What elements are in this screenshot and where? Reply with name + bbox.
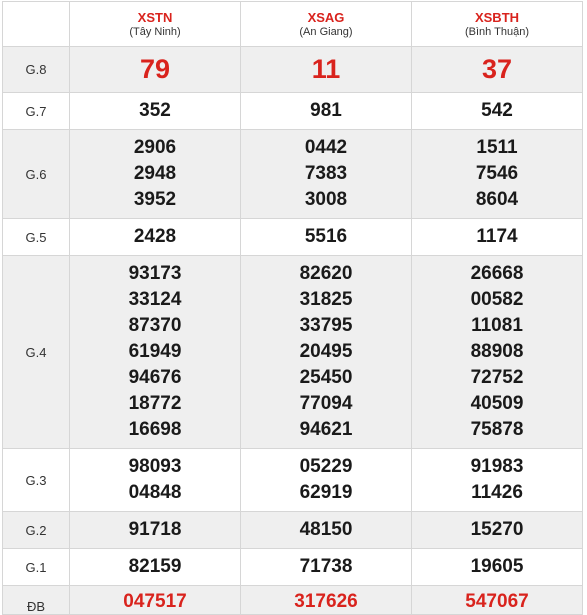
prize-label: G.6 bbox=[3, 130, 70, 219]
special-prize-value: 047517 bbox=[123, 591, 187, 612]
prize-value: 48150 bbox=[241, 512, 412, 549]
province-header-an-giang[interactable] bbox=[241, 2, 412, 47]
prize-row-g5 bbox=[3, 219, 583, 256]
prize-value: 2948 bbox=[133, 163, 177, 184]
prize-value: 25450 bbox=[299, 367, 353, 388]
prize-value: 2428 bbox=[70, 219, 241, 256]
province-name: (Bình Thuận) bbox=[464, 25, 529, 38]
prize-label: G.4 bbox=[3, 256, 70, 449]
prize-value: 04848 bbox=[128, 482, 182, 503]
prize-row-special bbox=[3, 586, 583, 615]
prize-value: 352 bbox=[70, 93, 241, 130]
prize-value: 2906 bbox=[133, 137, 177, 158]
prize-value: 88908 bbox=[470, 341, 524, 362]
lottery-results-table bbox=[2, 1, 583, 615]
prize-value: 00582 bbox=[470, 289, 524, 310]
prize-label: G.1 bbox=[3, 549, 70, 586]
header-corner-cell bbox=[3, 2, 70, 47]
special-prize-value-cell bbox=[70, 586, 241, 615]
prize-row-g4 bbox=[3, 256, 583, 449]
special-prize-value-cell bbox=[412, 586, 583, 615]
special-prize-value-cell bbox=[241, 586, 412, 615]
province-code[interactable]: XSBTH bbox=[474, 9, 520, 25]
prize-value: 18772 bbox=[128, 393, 182, 414]
prize-row-g6 bbox=[3, 130, 583, 219]
province-code[interactable]: XSAG bbox=[307, 9, 345, 25]
prize-value: 94621 bbox=[299, 419, 353, 440]
prize-value: 16698 bbox=[128, 419, 182, 440]
prize-values-cell bbox=[70, 449, 241, 512]
prize-value: 05229 bbox=[299, 456, 353, 477]
province-header-binh-thuan[interactable] bbox=[412, 2, 583, 47]
prize-label: G.2 bbox=[3, 512, 70, 549]
prize-values-cell bbox=[412, 256, 583, 449]
prize-value: 11426 bbox=[471, 482, 523, 503]
prize-row-g7 bbox=[3, 93, 583, 130]
prize-value: 3008 bbox=[304, 189, 348, 210]
prize-value: 33795 bbox=[299, 315, 353, 336]
prize-value: 82159 bbox=[70, 549, 241, 586]
prize-value: 8604 bbox=[475, 189, 519, 210]
prize-values-cell bbox=[412, 449, 583, 512]
prize-value: 1511 bbox=[476, 137, 518, 158]
prize-label: G.7 bbox=[3, 93, 70, 130]
prize-value: 11 bbox=[241, 47, 412, 93]
prize-row-g1 bbox=[3, 549, 583, 586]
lottery-results-page bbox=[0, 1, 587, 615]
prize-values-cell bbox=[241, 256, 412, 449]
prize-value: 72752 bbox=[470, 367, 524, 388]
prize-value: 79 bbox=[70, 47, 241, 93]
prize-value: 19605 bbox=[412, 549, 583, 586]
prize-value: 31825 bbox=[299, 289, 353, 310]
province-header-tay-ninh[interactable] bbox=[70, 2, 241, 47]
prize-value: 1174 bbox=[412, 219, 583, 256]
prize-value: 94676 bbox=[128, 367, 182, 388]
prize-value: 7383 bbox=[304, 163, 348, 184]
prize-value: 0442 bbox=[304, 137, 348, 158]
prize-value: 26668 bbox=[470, 263, 524, 284]
prize-value: 5516 bbox=[241, 219, 412, 256]
prize-values-cell bbox=[241, 130, 412, 219]
prize-value: 37 bbox=[412, 47, 583, 93]
prize-value: 93173 bbox=[128, 263, 182, 284]
prize-value: 33124 bbox=[128, 289, 182, 310]
prize-value: 91718 bbox=[70, 512, 241, 549]
prize-value: 7546 bbox=[475, 163, 519, 184]
prize-values-cell bbox=[241, 449, 412, 512]
prize-label: G.3 bbox=[3, 449, 70, 512]
prize-value: 77094 bbox=[299, 393, 353, 414]
prize-row-g8 bbox=[3, 47, 583, 93]
prize-value: 20495 bbox=[299, 341, 353, 362]
province-name: (An Giang) bbox=[299, 25, 353, 38]
prize-label: G.5 bbox=[3, 219, 70, 256]
prize-value: 981 bbox=[241, 93, 412, 130]
prize-row-g2 bbox=[3, 512, 583, 549]
prize-value: 82620 bbox=[299, 263, 353, 284]
prize-value: 71738 bbox=[241, 549, 412, 586]
prize-value: 61949 bbox=[128, 341, 182, 362]
prize-value: 11081 bbox=[471, 315, 523, 336]
prize-value: 98093 bbox=[128, 456, 182, 477]
special-prize-value: 547067 bbox=[465, 591, 529, 612]
prize-value: 40509 bbox=[470, 393, 524, 414]
prize-value: 91983 bbox=[470, 456, 524, 477]
prize-value: 87370 bbox=[128, 315, 182, 336]
header-row bbox=[3, 2, 583, 47]
prize-values-cell bbox=[70, 130, 241, 219]
prize-label: G.8 bbox=[3, 47, 70, 93]
prize-values-cell bbox=[412, 130, 583, 219]
prize-values-cell bbox=[70, 256, 241, 449]
prize-value: 542 bbox=[412, 93, 583, 130]
prize-label: ĐB bbox=[3, 586, 70, 615]
prize-value: 15270 bbox=[412, 512, 583, 549]
prize-value: 75878 bbox=[470, 419, 524, 440]
province-code[interactable]: XSTN bbox=[137, 9, 173, 25]
prize-value: 62919 bbox=[299, 482, 353, 503]
special-prize-value: 317626 bbox=[294, 591, 358, 612]
province-name: (Tây Ninh) bbox=[129, 25, 181, 38]
prize-row-g3 bbox=[3, 449, 583, 512]
prize-value: 3952 bbox=[133, 189, 177, 210]
